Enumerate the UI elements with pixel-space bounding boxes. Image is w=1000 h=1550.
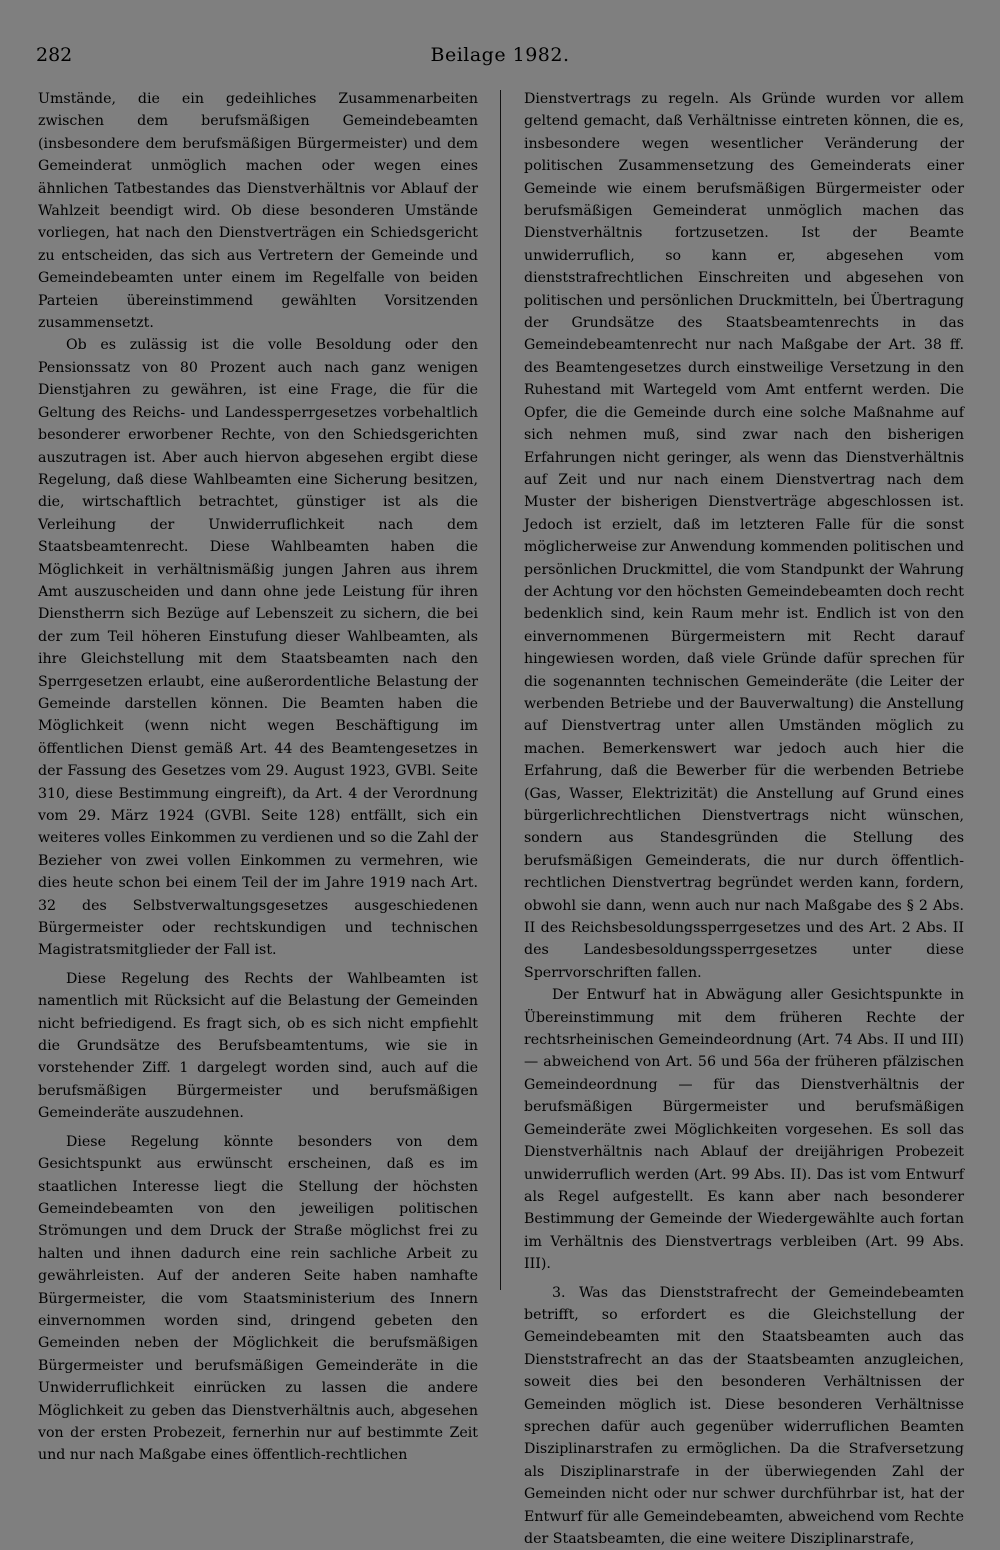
page-header [36,44,964,74]
paragraph: Umstände, die ein gedeihliches Zusammenarbeiten zwischen dem berufsmäßigen Gemeindebeamten (insbesondere dem berufsmäßigen Bürgermeister) und dem Gemeinderat unmöglich machen oder wegen eines ähnlichen Tatbestandes das Dienstverhältnis vor Ablauf der Wahlzeit beendigt wird. Ob diese besonderen Umstände vorliegen, hat nach den Dienstverträgen ein Schiedsgericht zu entscheiden, das sich aus Vertretern der Gemeinde und Gemeindebeamten unter einem im Regelfalle von beiden Parteien übereinstimmend gewählten Vorsitzenden zusammensetzt. [38,91,478,332]
column-divider [500,90,501,1290]
paragraph: Diese Regelung könnte besonders von dem Gesichtspunkt aus erwünscht erscheinen, daß es im staatlichen Interesse liegt die Stellung der höchsten Gemeindebeamten von den jeweiligen politischen Strömungen und dem Druck der Straße möglichst frei zu halten und ihnen dadurch eine rein sachliche Arbeit zu gewährleisten. Auf der anderen Seite haben namhafte Bürgermeister, die vom Staatsministerium des Innern einvernommen worden sind, dringend gebeten den Gemeinden neben der Möglichkeit die berufsmäßigen Bürgermeister und berufsmäßigen Gemeinderäte in die Unwiderruflichkeit einrücken zu lassen die andere Möglichkeit zu geben das Dienstverhältnis auch, abgesehen von der ersten Probezeit, fernerhin nur auf bestimmte Zeit und nur nach Maßgabe eines öffentlich-rechtlichen [38,1133,478,1464]
page-title: Beilage 1982. [430,44,570,66]
paragraph: Ob es zulässig ist die volle Besoldung oder den Pensionssatz von 80 Prozent auch nach ganz wenigen Dienstjahren zu gewähren, ist eine Frage, die für die Geltung des Reichs- und Landessperrgesetzes vorbehaltlich besonderer erworbener Rechte, von den Schiedsgerichten auszutragen ist. Aber auch hiervon abgesehen ergibt diese Regelung, daß diese Wahlbeamten eine Sicherung besitzen, die, wirtschaftlich betrachtet, günstiger ist als die Verleihung der Unwiderruflichkeit nach dem Staatsbeamtenrecht. Diese Wahlbeamten haben die Möglichkeit in verhältnismäßig jungen Jahren aus ihrem Amt auszuscheiden und dann ohne jede Leistung für ihren Dienstherrn sich Bezüge auf Lebenszeit zu sichern, die bei der zum Teil höheren Einstufung dieser Wahlbeamten, als ihre Gleichstellung mit dem Staatsbeamten nach den Sperrgesetzen erlaubt, eine außerordentliche Belastung der Gemeinde darstellen können. Die Beamten haben die Möglichkeit (wenn nicht wegen Beschäftigung im öffentlichen Dienst gemäß Art. 44 des Beamtengesetzes in der Fassung des Gesetzes vom 29. August 1923, GVBl. Seite 310, diese Bestimmung eingreift), da Art. 4 der Verordnung vom 29. März 1924 (GVBl. Seite 128) entfällt, sich ein weiteres volles Einkommen zu verdienen und so die Zahl der Bezieher von zwei vollen Einkommen zu vermehren, wie dies heute schon bei einem Teil der im Jahre 1919 nach Art. 32 des Selbstverwaltungsgesetzes ausgeschiedenen Bürgermeister oder rechtskundigen und technischen Magistratsmitglieder der Fall ist. [38,337,478,959]
right-column [524,88,964,1547]
paragraph: Dienstvertrags zu regeln. Als Gründe wurden vor allem geltend gemacht, daß Verhältnisse eintreten können, die es, insbesondere wegen wesentlicher Veränderung der politischen Zusammensetzung des Gemeinderats einer Gemeinde wie einem berufsmäßigen Bürgermeister oder berufsmäßigen Gemeinderat unmöglich machen das Dienstverhältnis fortzusetzen. Ist der Beamte unwiderruflich, so kann er, abgesehen vom dienststrafrechtlichen Einschreiten und abgesehen von politischen und persönlichen Druckmitteln, bei Übertragung der Grundsätze des Staatsbeamtenrechts in das Gemeindebeamtenrecht nur nach Maßgabe der Art. 38 ff. des Beamtengesetzes durch einstweilige Versetzung in den Ruhestand mit Wartegeld vom Amt entfernt werden. Die Opfer, die die Gemeinde durch eine solche Maßnahme auf sich nehmen muß, sind zwar nach den bisherigen Erfahrungen nicht geringer, als wenn das Dienstverhältnis auf Zeit und nur nach einem Dienstvertrag nach dem Muster der bisherigen Dienstverträge abgeschlossen ist. Jedoch ist erzielt, daß im letzteren Falle für die sonst möglicherweise zur Anwendung kommenden politischen und persönlichen Druckmittel, die vom Standpunkt der Wahrung der Achtung vor den höchsten Gemeindebeamten doch recht bedenklich sind, kein Raum mehr ist. Endlich ist von den einvernommenen Bürgermeistern mit Recht darauf hingewiesen worden, daß viele Gründe dafür sprechen für die sogenannten technischen Gemeinderäte (die Leiter der werbenden Betriebe und der Bauverwaltung) die Anstellung auf Dienstvertrag unter allen Umständen möglich zu machen. Bemerkenswert war jedoch auch hier die Erfahrung, daß die Bewerber für die werbenden Betriebe (Gas, Wasser, Elektrizität) die Anstellung auf Grund eines bürgerlichrechtlichen Dienstvertrags nicht wünschen, sondern aus Standesgründen die Stellung des berufsmäßigen Gemeinderats, die nur durch öffentlich-rechtlichen Dienstvertrag begründet werden kann, fordern, obwohl sie dann, wenn auch nur nach Maßgabe des § 2 Abs. II des Reichsbesoldungssperrgesetzes und des Art. 2 Abs. II des Landesbesoldungssperrgesetzes unter diese Sperrvorschriften fallen. [524,91,964,981]
paragraph: Diese Regelung des Rechts der Wahlbeamten ist namentlich mit Rücksicht auf die Belastung der Gemeinden nicht befriedigend. Es fragt sich, ob es sich nicht empfiehlt die Grundsätze des Berufsbeamtentums, wie sie in vorstehender Ziff. 1 dargelegt worden sind, auch auf die berufsmäßigen Bürgermeister und berufsmäßigen Gemeinderäte auszudehnen. [38,970,478,1122]
paragraph: 3. Was das Dienststrafrecht der Gemeindebeamten betrifft, so erfordert es die Gleichstellung der Gemeindebeamten mit den Staatsbeamten auch das Dienststrafrecht an das der Staatsbeamten anzugleichen, soweit dies bei den besonderen Verhältnissen der Gemeinden möglich ist. Diese besonderen Verhältnisse sprechen dafür auch gegenüber widerruflichen Beamten Disziplinarstrafen zu ermöglichen. Da die Strafversetzung als Disziplinarstrafe in der überwiegenden Zahl der Gemeinden nicht oder nur schwer durchführbar ist, hat der Entwurf für alle Gemeindebeamten, abweichend vom Rechte der Staatsbeamten, die eine weitere Disziplinarstrafe, [524,1284,964,1547]
left-column [38,88,478,1464]
paragraph: Der Entwurf hat in Abwägung aller Gesichtspunkte in Übereinstimmung mit dem früheren Rechte der rechtsrheinischen Gemeindeordnung (Art. 74 Abs. II und III) — abweichend von Art. 56 und 56a der früheren pfälzischen Gemeindeordnung — für das Dienstverhältnis der berufsmäßigen Bürgermeister und berufsmäßigen Gemeinderäte zwei Möglichkeiten vorgesehen. Es soll das Dienstverhältnis nach Ablauf der dreijährigen Probezeit unwiderruflich werden (Art. 99 Abs. II). Das ist vom Entwurf als Regel aufgestellt. Es kann aber nach besonderer Bestimmung der Gemeinde der Wiedergewählte auch fortan im Verhältnis des Dienstvertrags verbleiben (Art. 99 Abs. III). [524,987,964,1273]
page-number: 282 [36,44,73,66]
